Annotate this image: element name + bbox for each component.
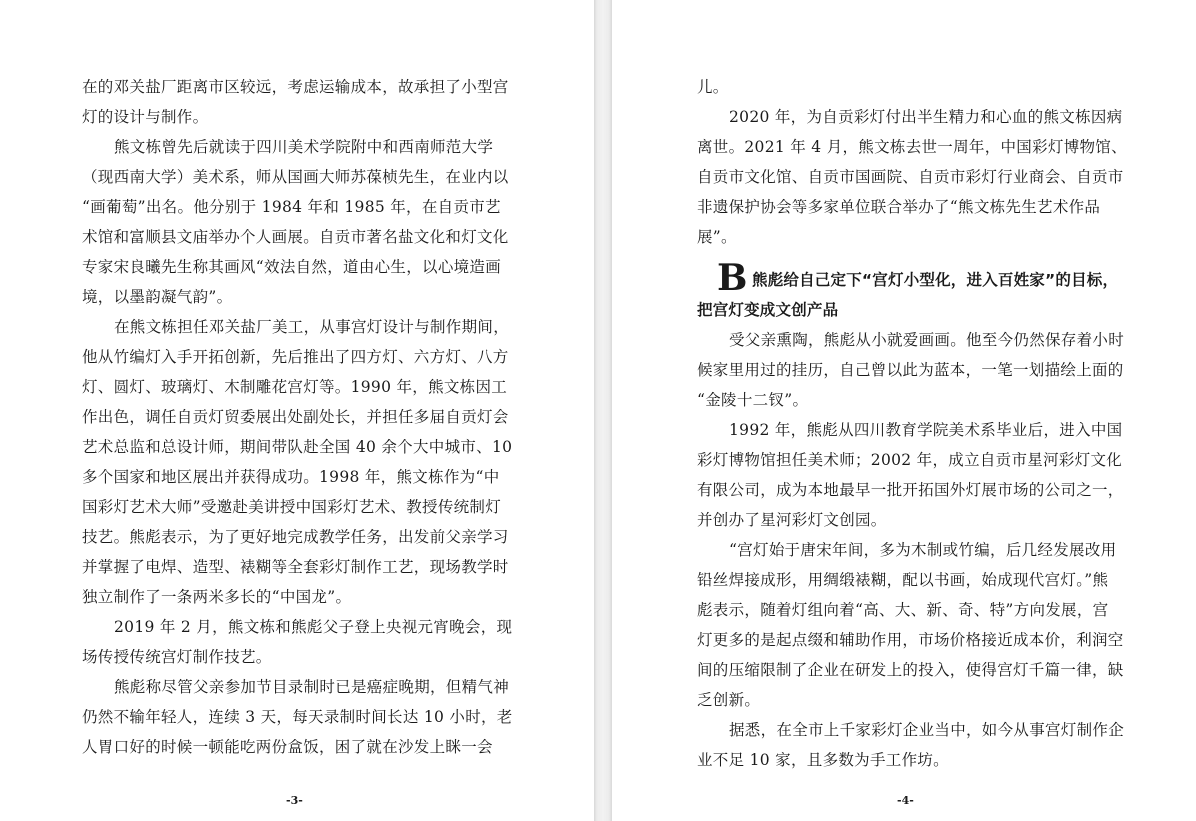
text-line: 艺术总监和总设计师，期间带队赴全国 40 余个大中城市、10 — [82, 438, 513, 456]
text-line: 仍然不输年轻人，连续 3 天，每天录制时间长达 10 小时，老 — [82, 708, 513, 726]
book-gutter — [594, 0, 612, 821]
text-line: 非遗保护协会等多家单位联合举办了“熊文栋先生艺术作品 — [697, 198, 1101, 216]
text-line: 场传授传统宫灯制作技艺。 — [82, 648, 272, 666]
text-line: 1992 年，熊彪从四川教育学院美术系毕业后，进入中国 — [729, 421, 1123, 439]
text-line: 专家宋良曦先生称其画风“效法自然，道由心生，以心境造画 — [82, 258, 502, 276]
section-letter: B — [717, 257, 748, 299]
text-line: 灯更多的是起点缀和辅助作用，市场价格接近成本价，利润空 — [697, 631, 1124, 649]
text-line: 国彩灯艺术大师”受邀赴美讲授中国彩灯艺术、教授传统制灯 — [82, 498, 502, 516]
text-line: 熊彪称尽管父亲参加节目录制时已是癌症晚期，但精气神 — [114, 678, 510, 696]
right-page — [612, 0, 1196, 821]
text-line: 离世。2021 年 4 月，熊文栋去世一周年，中国彩灯博物馆、 — [697, 138, 1127, 156]
text-line: 儿。 — [697, 78, 729, 96]
text-line: 作出色，调任自贡灯贸委展出处副处长，并担任多届自贡灯会 — [82, 408, 509, 426]
text-line: 乏创新。 — [697, 691, 761, 709]
text-line: “宫灯始于唐宋年间，多为木制或竹编，后几经发展改用 — [729, 541, 1117, 559]
text-line: 展”。 — [697, 228, 737, 246]
text-line: 彪表示，随着灯组向着“高、大、新、奇、特”方向发展，宫 — [697, 601, 1109, 619]
text-line: 据悉，在全市上千家彩灯企业当中，如今从事宫灯制作企 — [729, 721, 1125, 739]
text-line: 独立制作了一条两米多长的“中国龙”。 — [82, 588, 352, 606]
text-line: “金陵十二钗”。 — [697, 391, 809, 409]
text-line: 术馆和富顺县文庙举办个人画展。自贡市著名盐文化和灯文化 — [82, 228, 509, 246]
section-heading: 把宫灯变成文创产品 — [697, 301, 839, 319]
text-line: 灯的设计与制作。 — [82, 108, 209, 126]
text-line: 铅丝焊接成形，用绸缎裱糊，配以书画，始成现代宫灯。”熊 — [697, 571, 1109, 589]
text-line: 并掌握了电焊、造型、裱糊等全套彩灯制作工艺，现场教学时 — [82, 558, 509, 576]
text-line: “画葡萄”出名。他分别于 1984 年和 1985 年，在自贡市艺 — [82, 198, 501, 216]
text-line: 彩灯博物馆担任美术师；2002 年，成立自贡市星河彩灯文化 — [697, 451, 1123, 469]
section-heading: 熊彪给自己定下“宫灯小型化，进入百姓家”的目标， — [752, 271, 1119, 289]
text-line: 在熊文栋担任邓关盐厂美工，从事宫灯设计与制作期间， — [114, 318, 510, 336]
text-line: 熊文栋曾先后就读于四川美术学院附中和西南师范大学 — [114, 138, 494, 156]
text-line: 业不足 10 家，且多数为手工作坊。 — [697, 751, 949, 769]
text-line: 境，以墨韵凝气韵”。 — [82, 288, 233, 306]
text-line: 2020 年，为自贡彩灯付出半生精力和心血的熊文栋因病 — [729, 108, 1123, 126]
text-line: （现西南大学）美术系，师从国画大师苏葆桢先生，在业内以 — [82, 168, 509, 186]
text-line: 自贡市文化馆、自贡市国画院、自贡市彩灯行业商会、自贡市 — [697, 168, 1124, 186]
left-page — [0, 0, 594, 821]
text-line: 候家里用过的挂历，自己曾以此为蓝本，一笔一划描绘上面的 — [697, 361, 1124, 379]
text-line: 人胃口好的时候一顿能吃两份盒饭，困了就在沙发上眯一会 — [82, 738, 493, 756]
text-line: 并创办了星河彩灯文创园。 — [697, 511, 887, 529]
text-line: 有限公司，成为本地最早一批开拓国外灯展市场的公司之一， — [697, 481, 1124, 499]
text-line: 技艺。熊彪表示，为了更好地完成教学任务，出发前父亲学习 — [82, 528, 509, 546]
page-number: -3- — [286, 794, 303, 807]
text-line: 受父亲熏陶，熊彪从小就爱画画。他至今仍然保存着小时 — [729, 331, 1125, 349]
text-line: 灯、圆灯、玻璃灯、木制雕花宫灯等。1990 年，熊文栋因工 — [82, 378, 508, 396]
text-line: 2019 年 2 月，熊文栋和熊彪父子登上央视元宵晚会，现 — [114, 618, 513, 636]
text-line: 他从竹编灯入手开拓创新，先后推出了四方灯、六方灯、八方 — [82, 348, 509, 366]
page-number: -4- — [897, 794, 914, 807]
text-line: 在的邓关盐厂距离市区较远，考虑运输成本，故承担了小型宫 — [82, 78, 509, 96]
text-line: 间的压缩限制了企业在研发上的投入，使得宫灯千篇一律，缺 — [697, 661, 1124, 679]
text-line: 多个国家和地区展出并获得成功。1998 年，熊文栋作为“中 — [82, 468, 500, 486]
